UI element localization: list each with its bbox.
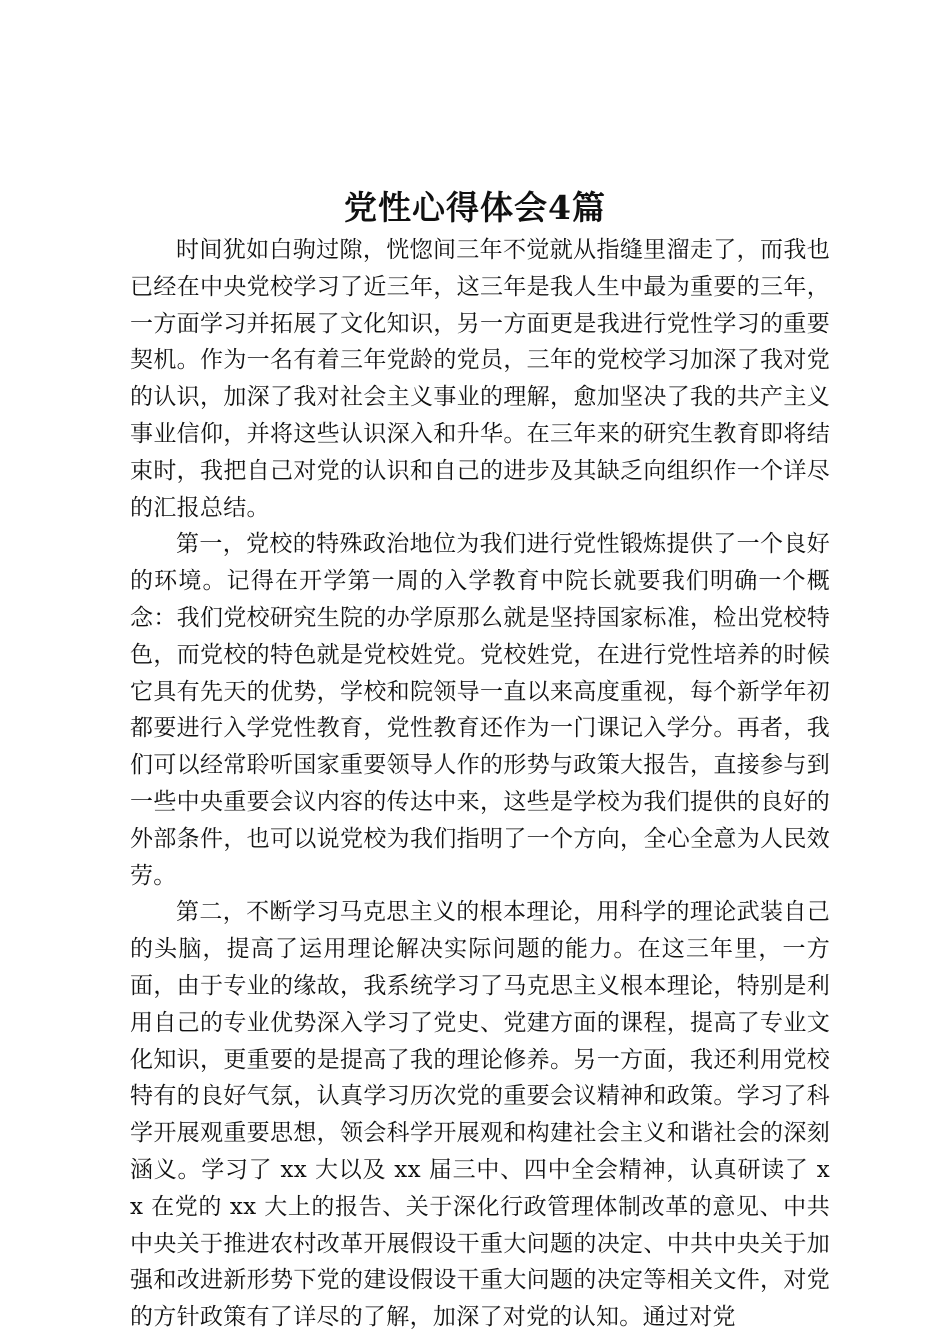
document-body	[130, 232, 830, 1336]
paragraph: 第二，不断学习马克思主义的根本理论，用科学的理论武装自己的头脑，提高了运用理论解决实际问题的能力。在这三年里，一方面，由于专业的缘故，我系统学习了马克思主义根本理论，特别是利用自己的专业优势深入学习了党史、党建方面的课程，提高了专业文化知识，更重要的是提高了我的理论修养。另一方面，我还利用党校特有的良好气氛，认真学习历次党的重要会议精神和政策。学习了科学开展观重要思想，领会科学开展观和构建社会主义和谐社会的深刻涵义。学习了 xx 大以及 xx 届三中、四中全会精神，认真研读了 xx 在党的 xx 大上的报告、关于深化行政管理体制改革的意见、中共中央关于推进农村改革开展假设干重大问题的决定、中共中央关于加强和改进新形势下党的建设假设干重大问题的决定等相关文件，对党的方针政策有了详尽的了解，加深了对党的认知。通过对党	[130, 899, 830, 1331]
paragraph: 第一，党校的特殊政治地位为我们进行党性锻炼提供了一个良好的环境。记得在开学第一周的入学教育中院长就要我们明确一个概念：我们党校研究生院的办学原那么就是坚持国家标准，检出党校特色，而党校的特色就是党校姓党。党校姓党，在进行党性培养的时候它具有先天的优势，学校和院领导一直以来高度重视，每个新学年初都要进行入学党性教育，党性教育还作为一门课记入学分。再者，我们可以经常聆听国家重要领导人作的形势与政策大报告，直接参与到一些中央重要会议内容的传达中来，这些是学校为我们提供的良好的外部条件，也可以说党校为我们指明了一个方向，全心全意为人民效劳。	[130, 531, 830, 889]
paragraph: 时间犹如白驹过隙，恍惚间三年不觉就从指缝里溜走了，而我也已经在中央党校学习了近三年，这三年是我人生中最为重要的三年，一方面学习并拓展了文化知识，另一方面更是我进行党性学习的重要契机。作为一名有着三年党龄的党员，三年的党校学习加深了我对党的认识，加深了我对社会主义事业的理解，愈加坚决了我的共产主义事业信仰，并将这些认识深入和升华。在三年来的研究生教育即将结束时，我把自己对党的认识和自己的进步及其缺乏向组织作一个详尽的汇报总结。	[130, 237, 830, 521]
document-title: 党性心得体会4篇	[344, 188, 606, 227]
